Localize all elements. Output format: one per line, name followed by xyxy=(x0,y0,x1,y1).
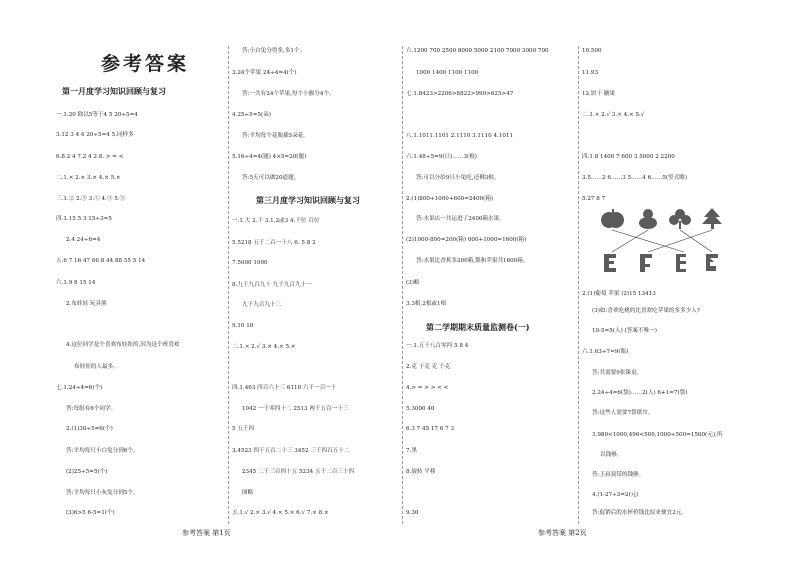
answer-line: 二.1.× 2.× 3.× 4.× 5.× xyxy=(56,175,121,181)
answer-line: 答:平均每只小白兔分到6个。 xyxy=(66,448,139,454)
answer-line: 答:水果店一共运进了2400箱水果。 xyxy=(416,216,505,222)
answer-line: 以钱够。 xyxy=(600,452,623,458)
half-shape xyxy=(604,254,616,272)
answer-line: 九千九百九十二 xyxy=(242,302,282,308)
column-2 xyxy=(232,0,400,530)
answer-line: 一.1.20 除以5等于4 5 20÷5=4 xyxy=(56,112,138,118)
answer-line: (3)如:喜欢吃桃的比喜欢吃苹果的多多少人? xyxy=(592,308,700,314)
answer-line: 答:这些人需要7袋纸巾。 xyxy=(592,410,654,416)
answer-line: 2.24÷4=6(袋)……2(人) 6+1=7(袋) xyxy=(592,390,688,396)
answer-line: 答:平均每个花瓶插5朵花。 xyxy=(242,133,309,139)
section-title-month3: 第三月度学习知识回顾与复习 xyxy=(256,195,360,205)
answer-line: 七.1.24÷4=6(个) xyxy=(56,385,103,391)
answer-line: 一.1.大 2.千 3.1,2或3 4.千位 百位 xyxy=(232,218,320,224)
page-footer-right: 参考答案 第2页 xyxy=(538,529,587,537)
answer-line: 2345 二千三百四十五 5234 五千二百三十四 xyxy=(242,469,355,475)
column-divider xyxy=(228,46,229,524)
answer-line: 四.1.463 四百六十三 6110 六千一百一十 xyxy=(232,385,337,391)
answer-line: 三.1.② 2.③ 3.① 4.③ 5.③ xyxy=(56,196,126,202)
answer-line: 五.6 7 16 47 66 8 44 88 55 5 14 xyxy=(56,258,146,264)
answer-line: 布娃娃的人最多。 xyxy=(74,364,119,370)
answer-line: 5.27 8 7 xyxy=(582,196,606,202)
answer-line: 5 五千四 xyxy=(232,426,255,432)
gourd-icon xyxy=(639,209,657,229)
answer-line: 6.8 2 4 7.2 4 2 8. > = < xyxy=(56,154,124,160)
answer-line: 八.1.1011.1101 2.1110 3.1110 4.1011 xyxy=(406,133,514,139)
answer-line: 7.5000 1000 xyxy=(232,260,268,266)
answer-line: 5.5218 五千二百一十八 6. 5 8 2 xyxy=(232,240,316,246)
answer-line: 4.(1-27÷3=2(元) xyxy=(592,492,639,498)
answer-line: 七.1.8423>2206>8822>999>625>47 xyxy=(406,91,514,97)
answer-line: 7.黑 xyxy=(406,448,417,454)
answer-line: 2.(1)30÷5=6(个) xyxy=(66,426,113,432)
page-footer-left: 参考答案 第1页 xyxy=(182,529,231,537)
answer-line: 3.4523 四千五百二十三 3452 三千四百五十二 xyxy=(232,448,350,454)
answer-line: 1042 一千零四十二 2513 两千五百一十三 xyxy=(242,406,349,412)
column-divider xyxy=(578,46,579,524)
half-shape xyxy=(706,254,718,271)
clover-icon xyxy=(669,209,691,229)
answer-line: 六.1200 700 2500 8000 5000 2100 7000 3000 700 xyxy=(406,48,549,54)
answer-line: 六.1.9 8 15 14 xyxy=(56,280,96,286)
column-3 xyxy=(406,0,576,530)
answer-line: 答:可以分给9只小兔吃,还剩3根。 xyxy=(416,175,500,181)
answer-line: (3)略 xyxy=(406,280,420,286)
answer-line: 3.24个苹果 24÷4=4(个) xyxy=(232,70,297,76)
answer-line: 2.(1)800+1000+600=2400(箱) xyxy=(406,196,494,202)
answer-line: 4.25÷5=5(朵) xyxy=(232,112,271,118)
answer-line: 4.> = > > < < xyxy=(406,385,449,391)
answer-line: 答:5天可以做20道题。 xyxy=(242,175,300,181)
answer-line: 答:小白兔分得多,多1个。 xyxy=(242,48,306,54)
answer-line: 2.(1)葡萄 苹果 (2)15 13413 xyxy=(582,291,656,297)
answer-line: (3)6>5 6-5=1(个) xyxy=(66,510,115,516)
half-shapes xyxy=(604,254,718,272)
answer-line: 2.4 24÷6=4 xyxy=(66,237,101,243)
answer-line: 五.1.√ 2.× 3.√ 4.× 5.× 6.√ 7.× 8.× xyxy=(232,510,329,516)
half-shape xyxy=(676,254,686,272)
answer-line: 四.1.15 5 3 15÷3=5 xyxy=(56,216,112,222)
answer-line: 10-5=5(人) (答案不唯一) xyxy=(592,328,657,334)
answer-line: 3.12 3 4 4 20÷5=4 5.同样多 xyxy=(56,132,134,138)
pine-tree-icon xyxy=(702,208,722,229)
answer-line: 答:平均每只小灰兔分到5个。 xyxy=(66,490,139,496)
answer-line: 11.93 xyxy=(582,70,599,76)
answer-line: 9.10 10 xyxy=(232,323,254,329)
page-title: 参考答案 xyxy=(101,53,190,75)
section-title-month1: 第一月度学习知识回顾与复习 xyxy=(62,86,166,96)
answer-line: 图略 xyxy=(242,490,254,496)
answer-line: 8.九千九百九十 九千九百九十一 xyxy=(232,282,312,288)
answer-line: 六.1.63÷7=9(瓶) xyxy=(582,349,629,355)
answer-line: 答:水果比香蕉多200箱,梨和苹果共1600箱。 xyxy=(416,258,529,264)
apple-icon xyxy=(601,209,624,228)
answer-line: 3.980<1000,496<500,1000+500=1500(元),所 xyxy=(592,432,723,438)
answer-line: 答:共需要9张课桌。 xyxy=(592,370,643,376)
answer-line: 6.3 7 45 17 6 7 3 xyxy=(406,426,455,432)
answer-line: 5.3000 40 xyxy=(406,406,435,412)
answer-line: 3.5……2 6……3 5……4 6……5(竖式略) xyxy=(582,175,688,181)
matching-lines xyxy=(612,230,712,252)
answer-line: 答:促销后的水杯价钱比原来便宜2元。 xyxy=(592,510,687,516)
answer-line: 二.1.× 2.√ 3.× 4.× 5.√ xyxy=(582,112,645,118)
answer-line: 4.这位同学是个喜欢布娃娃的,因为这个班喜欢 xyxy=(66,342,180,348)
answer-line: 1000 1400 1100 1100 xyxy=(416,70,479,76)
column-divider xyxy=(402,46,403,524)
answer-line: 六.1.48÷5=9(只)……3(根) xyxy=(406,154,477,160)
answer-line: 12.饼干 糖果 xyxy=(582,91,616,97)
section-title-final-exam: 第二学期期末质量监测卷(一) xyxy=(426,322,530,332)
answer-line: 3.3根,2根或1根 xyxy=(406,301,447,307)
answer-line: 2.克 千克 克 千克 xyxy=(406,364,451,370)
answer-line: 四.1.8 1400 7 600 3 5000 2 2200 xyxy=(582,154,675,160)
answer-line: (2)25÷5=5(个) xyxy=(66,469,108,475)
half-shape xyxy=(640,254,652,272)
answer-line: 10.500 xyxy=(582,48,602,54)
shape-matching-figure xyxy=(600,208,730,276)
answer-line: 二.1.× 2.√ 3.× 4.× 5.× xyxy=(232,344,296,350)
column-1 xyxy=(56,0,226,530)
answer-line: 5.16÷4=4(题) 4×5=20(题) xyxy=(232,154,307,160)
answer-line: 一.1.五千八百零四 5 8 4 xyxy=(406,343,469,349)
answer-line: (2)1000-800=200(箱) 600+1000=1600(箱) xyxy=(406,237,527,243)
answer-line: 8.旋转 平移 xyxy=(406,469,436,475)
answer-line: 9.30 xyxy=(406,510,419,516)
answer-line: 答:每组有6个同学。 xyxy=(66,406,117,412)
answer-line: 答:王叔叔带的钱够。 xyxy=(592,472,645,478)
answer-line: 2.布娃娃 玩具熊 xyxy=(66,301,107,307)
answer-line: 答:一共有24个苹果,每个小猴分4个。 xyxy=(242,91,335,97)
